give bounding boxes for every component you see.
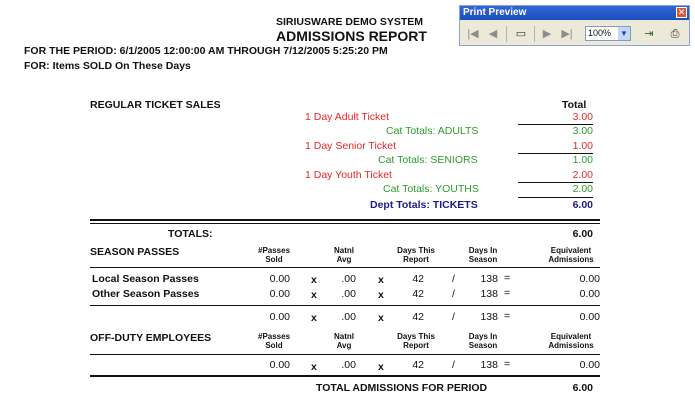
category-total-label: Cat Totals: YOUTHS	[383, 183, 479, 195]
col-passes-sold: #Passes Sold	[258, 246, 291, 264]
next-page-icon[interactable]: ▶	[542, 28, 552, 40]
item-value: 1.00	[572, 140, 593, 152]
total-header: Total	[562, 99, 587, 111]
col-natnl-avg: Natnl Avg	[334, 246, 354, 264]
exit-icon[interactable]: ⇥	[644, 28, 654, 40]
days-season: 138	[480, 288, 498, 300]
col-equivalent: Equivalent Admissions	[548, 246, 594, 264]
print-preview-toolbar	[459, 5, 690, 46]
days-report-total: 42	[412, 311, 424, 323]
category-total-label: Cat Totals: ADULTS	[386, 125, 479, 137]
totals-label: TOTALS:	[168, 228, 213, 240]
equals-symbol: =	[504, 358, 511, 370]
report-title: ADMISSIONS REPORT	[276, 28, 427, 44]
days-season: 138	[480, 273, 498, 285]
col-days-report: Days This Report	[397, 246, 435, 264]
season-row-label: Local Season Passes	[92, 273, 199, 285]
category-total-value: 1.00	[572, 154, 593, 166]
category-total-value: 3.00	[572, 125, 593, 137]
col-days-report: Days This Report	[397, 332, 435, 350]
offduty-natnl-avg: .00	[341, 359, 356, 371]
last-page-icon[interactable]: ▶|	[561, 28, 573, 40]
col-days-season: Days In Season	[468, 332, 498, 350]
multipage-icon[interactable]: ▭	[515, 28, 527, 40]
passes-sold: 0.00	[269, 288, 290, 300]
company-name: SIRIUSWARE DEMO SYSTEM	[276, 16, 424, 28]
category-total-value: 2.00	[572, 183, 593, 195]
times-symbol: x	[311, 312, 317, 324]
item-value: 3.00	[572, 111, 593, 123]
divide-symbol: /	[452, 311, 455, 323]
equivalent-admissions: 0.00	[579, 288, 600, 300]
totals-value: 6.00	[572, 228, 593, 240]
col-days-season: Days In Season	[468, 246, 498, 264]
natnl-avg: .00	[341, 273, 356, 285]
divide-symbol: /	[452, 288, 455, 300]
season-heading: SEASON PASSES	[90, 246, 180, 258]
col-equivalent: Equivalent Admissions	[548, 332, 594, 350]
times-symbol: x	[311, 361, 317, 373]
natnl-avg: .00	[341, 288, 356, 300]
print-preview-title: Print Preview	[460, 6, 689, 20]
passes-sold-total: 0.00	[269, 311, 290, 323]
equals-symbol: =	[504, 272, 511, 284]
close-icon[interactable]: ✕	[677, 7, 686, 17]
times-symbol: x	[311, 274, 317, 286]
divide-symbol: /	[452, 273, 455, 285]
item-label: 1 Day Senior Ticket	[305, 140, 397, 152]
times-symbol: x	[378, 361, 384, 373]
times-symbol: x	[378, 274, 384, 286]
first-page-icon[interactable]: |◀	[467, 28, 479, 40]
col-passes-sold: #Passes Sold	[258, 332, 291, 350]
period-line: FOR THE PERIOD: 6/1/2005 12:00:00 AM THROUGH 7/12/2005 5:25:20 PM	[24, 45, 388, 57]
season-row-label: Other Season Passes	[92, 288, 200, 300]
offduty-days-report: 42	[412, 359, 424, 371]
days-report: 42	[412, 273, 424, 285]
chevron-down-icon[interactable]: ▼	[618, 27, 630, 40]
grand-total-value: 6.00	[572, 382, 593, 394]
offduty-passes-sold: 0.00	[269, 359, 290, 371]
zoom-value: 100%	[588, 28, 612, 38]
days-report: 42	[412, 288, 424, 300]
col-natnl-avg: Natnl Avg	[334, 332, 354, 350]
divide-symbol: /	[452, 359, 455, 371]
previous-page-icon[interactable]: ◀	[488, 28, 498, 40]
grand-total-label: TOTAL ADMISSIONS FOR PERIOD	[316, 382, 488, 394]
dept-total-value: 6.00	[572, 199, 593, 211]
equals-symbol: =	[504, 310, 511, 322]
offduty-heading: OFF-DUTY EMPLOYEES	[90, 332, 212, 344]
days-season-total: 138	[480, 311, 498, 323]
zoom-select[interactable]	[585, 26, 631, 41]
times-symbol: x	[378, 312, 384, 324]
item-label: 1 Day Adult Ticket	[305, 111, 390, 123]
times-symbol: x	[378, 289, 384, 301]
times-symbol: x	[311, 289, 317, 301]
equivalent-admissions: 0.00	[579, 273, 600, 285]
offduty-days-season: 138	[480, 359, 498, 371]
passes-sold: 0.00	[269, 273, 290, 285]
for-line: FOR: Items SOLD On These Days	[24, 60, 191, 72]
item-label: 1 Day Youth Ticket	[305, 169, 392, 181]
equals-symbol: =	[504, 287, 511, 299]
regular-heading: REGULAR TICKET SALES	[90, 99, 221, 111]
offduty-equivalent: 0.00	[579, 359, 600, 371]
dept-total-label: Dept Totals: TICKETS	[370, 199, 478, 211]
natnl-avg-total: .00	[341, 311, 356, 323]
item-value: 2.00	[572, 169, 593, 181]
category-total-label: Cat Totals: SENIORS	[378, 154, 478, 166]
equivalent-admissions-total: 0.00	[579, 311, 600, 323]
printer-icon[interactable]: ⎙	[670, 28, 680, 40]
